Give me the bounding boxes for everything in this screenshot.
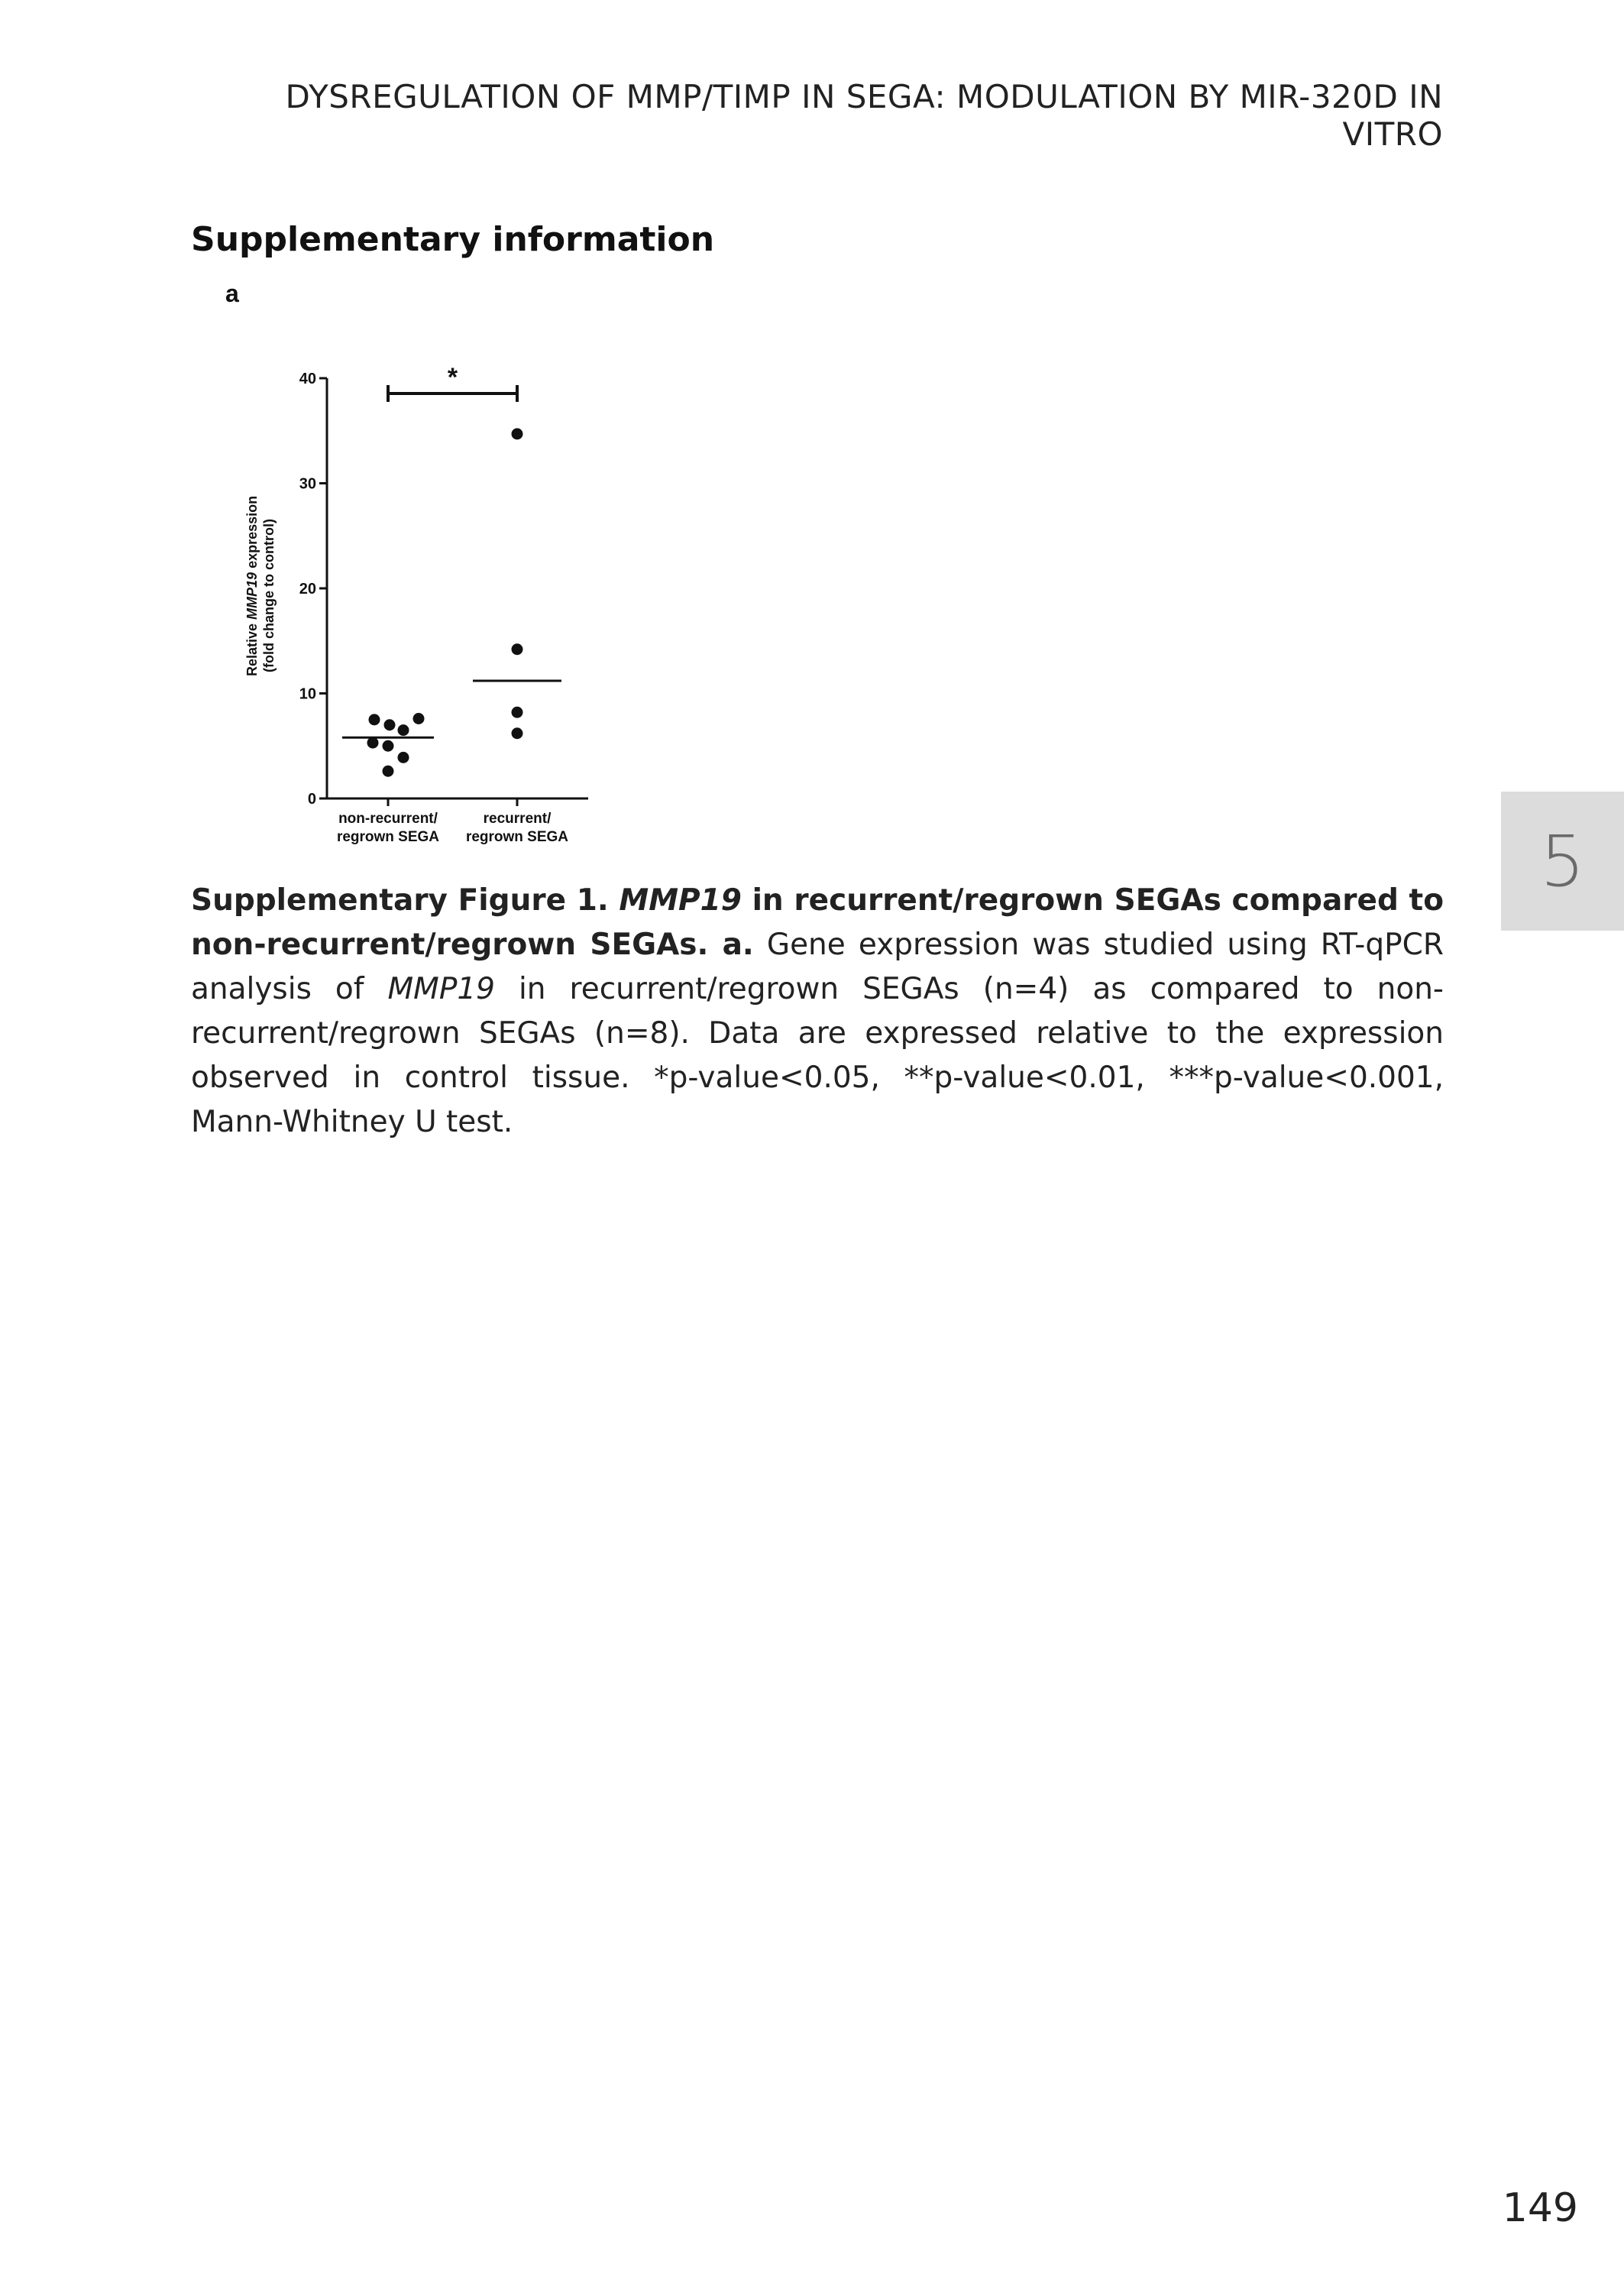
running-header: DYSREGULATION OF MMP/TIMP IN SEGA: MODULATION BY MIR-320D IN VITRO <box>285 78 1443 153</box>
page-number: 149 <box>1502 2185 1578 2231</box>
data-point <box>383 766 394 777</box>
caption-title-gene: MMP19 <box>619 883 742 918</box>
figure <box>191 271 619 860</box>
x-tick-label: regrown SEGA <box>465 829 569 845</box>
y-axis-title-prefix: Relative <box>244 619 260 676</box>
data-point <box>413 713 425 724</box>
data-point <box>383 740 394 752</box>
caption-figure-label: Supplementary Figure 1. <box>191 883 620 918</box>
data-point <box>512 428 523 439</box>
section-title: Supplementary information <box>191 220 715 259</box>
data-point <box>369 714 380 725</box>
caption-body-2: in recurrent/regrown SEGAs (n=4) as compared to non- recurrent/regrown SEGAs (n=8). Data are expressed relative to the expression observed in control tissue. *p-value<0.05, **p-value<0.01, ***p-value<0.001, Mann-Whitney U test. <box>191 972 1444 1139</box>
y-axis-title-line2: (fold change to control) <box>261 519 277 672</box>
x-tick-label: regrown SEGA <box>336 829 440 845</box>
y-axis-title <box>244 496 277 676</box>
caption-body-1: Gene expression was studied using RT-qPCR analysis of <box>191 928 1444 1006</box>
plot-area <box>299 363 588 845</box>
scatter-chart <box>191 271 619 860</box>
svg-text:(fold change to control) <box>261 519 277 672</box>
data-point <box>512 707 523 718</box>
y-tick-label: 40 <box>299 371 316 387</box>
chapter-tab <box>1501 792 1624 931</box>
data-point <box>512 727 523 739</box>
y-tick-label: 10 <box>299 685 316 703</box>
y-tick-label: 0 <box>307 791 316 808</box>
x-tick-label: recurrent/ <box>483 811 552 827</box>
y-axis-title-gene: MMP19 <box>244 572 260 620</box>
x-tick-label: non-recurrent/ <box>338 811 438 827</box>
data-point <box>512 643 523 655</box>
y-tick-label: 30 <box>299 475 316 493</box>
chapter-number: 5 <box>1540 820 1585 902</box>
caption-title: in recurrent/regrown SEGAs compared to non-recurrent/regrown SEGAs. a. <box>191 883 1444 962</box>
svg-text:Relative MMP19 expression <box>244 496 260 676</box>
caption-body-gene: MMP19 <box>387 972 495 1006</box>
panel-label: a <box>225 280 239 307</box>
significance-marker: * <box>447 363 458 392</box>
y-axis-title-suffix: expression <box>244 495 260 572</box>
data-point <box>367 737 379 749</box>
data-point <box>398 724 409 736</box>
figure-caption <box>191 879 1444 1145</box>
y-tick-label: 20 <box>299 581 316 598</box>
data-point <box>384 719 396 730</box>
data-point <box>398 752 409 763</box>
